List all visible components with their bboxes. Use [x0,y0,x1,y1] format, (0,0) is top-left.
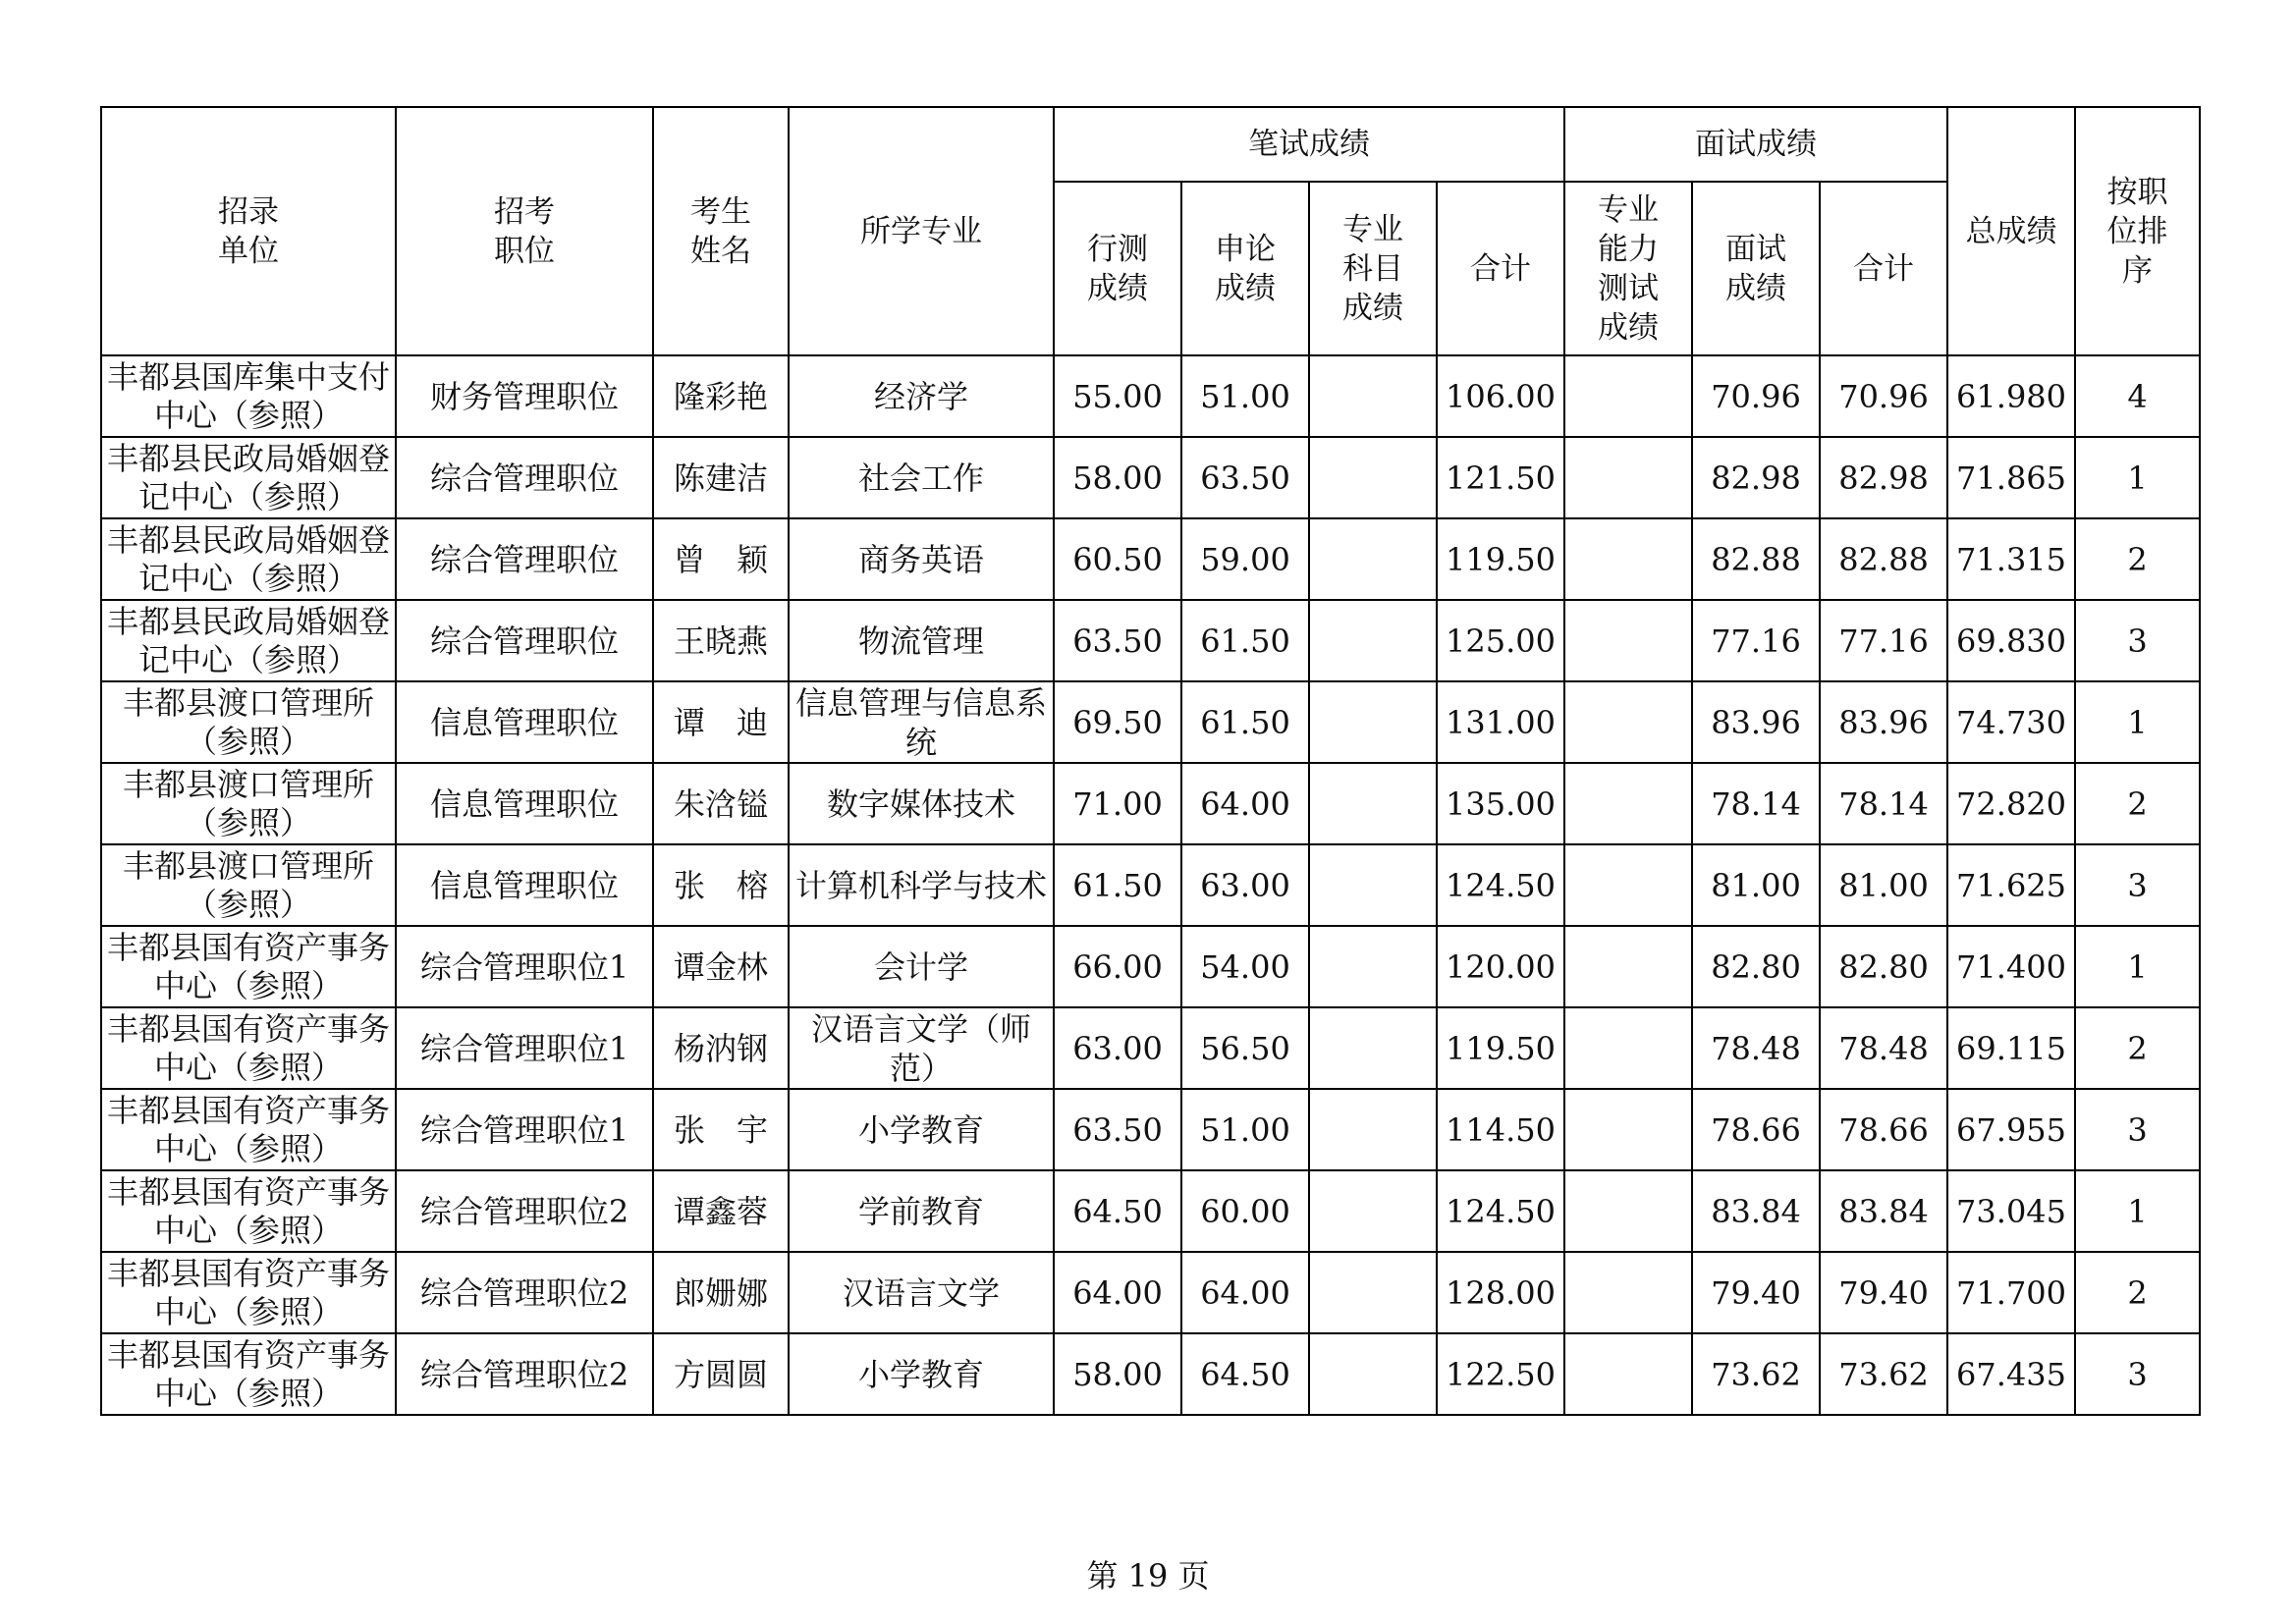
cell-rank: 3 [2075,844,2200,926]
cell-rank: 3 [2075,1089,2200,1170]
table-row [101,926,2200,1007]
cell-interview-total: 78.48 [1820,1007,1947,1089]
cell-major: 经济学 [789,355,1054,437]
cell-subject [1309,926,1437,1007]
cell-position: 信息管理职位 [396,844,653,926]
cell-xingce: 69.50 [1054,681,1181,763]
cell-total: 71.700 [1947,1252,2075,1333]
cell-name: 曾 颖 [653,518,789,600]
cell-unit: 丰都县民政局婚姻登记中心（参照） [101,518,396,600]
cell-xingce: 63.50 [1054,1089,1181,1170]
table-row [101,518,2200,600]
cell-rank: 2 [2075,1007,2200,1089]
cell-shenlun: 59.00 [1181,518,1309,600]
header-interview-group: 面试成绩 [1564,107,1947,182]
cell-major: 小学教育 [789,1089,1054,1170]
cell-rank: 1 [2075,437,2200,518]
cell-ability [1564,844,1692,926]
cell-major: 会计学 [789,926,1054,1007]
header-written-group: 笔试成绩 [1054,107,1564,182]
cell-ability [1564,600,1692,681]
cell-written-total: 131.00 [1437,681,1564,763]
header-ability: 专业 能力 测试 成绩 [1564,182,1692,355]
cell-subject [1309,355,1437,437]
cell-xingce: 64.50 [1054,1170,1181,1252]
cell-unit: 丰都县民政局婚姻登记中心（参照） [101,437,396,518]
cell-position: 综合管理职位2 [396,1333,653,1415]
table-row [101,1170,2200,1252]
cell-name: 王晓燕 [653,600,789,681]
cell-major: 汉语言文学 [789,1252,1054,1333]
cell-total: 71.400 [1947,926,2075,1007]
cell-name: 方圆圆 [653,1333,789,1415]
table-row [101,681,2200,763]
cell-unit: 丰都县渡口管理所（参照） [101,844,396,926]
header-major: 所学专业 [789,107,1054,355]
cell-major: 物流管理 [789,600,1054,681]
cell-unit: 丰都县民政局婚姻登记中心（参照） [101,600,396,681]
cell-written-total: 114.50 [1437,1089,1564,1170]
cell-major: 社会工作 [789,437,1054,518]
cell-rank: 2 [2075,763,2200,844]
cell-written-total: 119.50 [1437,518,1564,600]
cell-name: 谭鑫蓉 [653,1170,789,1252]
cell-xingce: 64.00 [1054,1252,1181,1333]
cell-written-total: 124.50 [1437,844,1564,926]
cell-interview-total: 70.96 [1820,355,1947,437]
cell-interview: 77.16 [1692,600,1820,681]
cell-interview: 83.84 [1692,1170,1820,1252]
table-row [101,1007,2200,1089]
cell-name: 陈建洁 [653,437,789,518]
cell-total: 67.435 [1947,1333,2075,1415]
table-row [101,1089,2200,1170]
cell-rank: 2 [2075,518,2200,600]
cell-position: 综合管理职位 [396,518,653,600]
cell-name: 隆彩艳 [653,355,789,437]
cell-shenlun: 63.50 [1181,437,1309,518]
cell-rank: 1 [2075,681,2200,763]
cell-name: 谭金林 [653,926,789,1007]
cell-shenlun: 64.00 [1181,1252,1309,1333]
cell-ability [1564,437,1692,518]
header-subject: 专业 科目 成绩 [1309,182,1437,355]
cell-xingce: 55.00 [1054,355,1181,437]
cell-ability [1564,681,1692,763]
cell-position: 综合管理职位2 [396,1252,653,1333]
header-name: 考生 姓名 [653,107,789,355]
cell-interview-total: 78.14 [1820,763,1947,844]
cell-major: 计算机科学与技术 [789,844,1054,926]
cell-ability [1564,1333,1692,1415]
table-row [101,600,2200,681]
cell-interview-total: 83.96 [1820,681,1947,763]
cell-rank: 3 [2075,1333,2200,1415]
cell-position: 综合管理职位2 [396,1170,653,1252]
cell-rank: 4 [2075,355,2200,437]
cell-written-total: 128.00 [1437,1252,1564,1333]
cell-ability [1564,926,1692,1007]
cell-total: 67.955 [1947,1089,2075,1170]
header-xingce: 行测 成绩 [1054,182,1181,355]
cell-position: 财务管理职位 [396,355,653,437]
cell-interview-total: 82.98 [1820,437,1947,518]
cell-interview-total: 83.84 [1820,1170,1947,1252]
header-interview-total: 合计 [1820,182,1947,355]
cell-shenlun: 54.00 [1181,926,1309,1007]
cell-major: 数字媒体技术 [789,763,1054,844]
cell-total: 71.315 [1947,518,2075,600]
cell-major: 小学教育 [789,1333,1054,1415]
cell-written-total: 135.00 [1437,763,1564,844]
cell-subject [1309,437,1437,518]
cell-ability [1564,763,1692,844]
header-interview: 面试 成绩 [1692,182,1820,355]
cell-major: 商务英语 [789,518,1054,600]
cell-xingce: 63.00 [1054,1007,1181,1089]
table-row [101,1333,2200,1415]
cell-interview: 82.98 [1692,437,1820,518]
cell-ability [1564,1252,1692,1333]
cell-xingce: 61.50 [1054,844,1181,926]
table-row [101,763,2200,844]
cell-xingce: 63.50 [1054,600,1181,681]
cell-total: 61.980 [1947,355,2075,437]
cell-rank: 1 [2075,926,2200,1007]
cell-total: 69.830 [1947,600,2075,681]
cell-shenlun: 56.50 [1181,1007,1309,1089]
cell-name: 杨汭钢 [653,1007,789,1089]
cell-xingce: 71.00 [1054,763,1181,844]
cell-written-total: 121.50 [1437,437,1564,518]
table-row [101,1252,2200,1333]
cell-total: 73.045 [1947,1170,2075,1252]
cell-subject [1309,1089,1437,1170]
cell-rank: 2 [2075,1252,2200,1333]
cell-interview-total: 82.88 [1820,518,1947,600]
cell-name: 郎姗娜 [653,1252,789,1333]
cell-interview-total: 82.80 [1820,926,1947,1007]
cell-total: 72.820 [1947,763,2075,844]
cell-subject [1309,1252,1437,1333]
cell-unit: 丰都县国有资产事务中心（参照） [101,1007,396,1089]
cell-interview: 81.00 [1692,844,1820,926]
header-total: 总成绩 [1947,107,2075,355]
cell-position: 综合管理职位 [396,600,653,681]
cell-subject [1309,518,1437,600]
cell-major: 信息管理与信息系统 [789,681,1054,763]
page-number: 第 19 页 [1086,1557,1210,1595]
cell-ability [1564,355,1692,437]
cell-position: 综合管理职位 [396,437,653,518]
cell-shenlun: 64.00 [1181,763,1309,844]
cell-unit: 丰都县国有资产事务中心（参照） [101,1333,396,1415]
cell-unit: 丰都县国有资产事务中心（参照） [101,1089,396,1170]
cell-unit: 丰都县国有资产事务中心（参照） [101,926,396,1007]
header-unit: 招录 单位 [101,107,396,355]
cell-subject [1309,844,1437,926]
cell-name: 谭 迪 [653,681,789,763]
cell-interview: 78.66 [1692,1089,1820,1170]
cell-subject [1309,1170,1437,1252]
cell-shenlun: 63.00 [1181,844,1309,926]
header-rank: 按职 位排 序 [2075,107,2200,355]
cell-xingce: 58.00 [1054,1333,1181,1415]
cell-subject [1309,600,1437,681]
cell-shenlun: 51.00 [1181,1089,1309,1170]
cell-total: 71.865 [1947,437,2075,518]
cell-name: 朱浛镒 [653,763,789,844]
cell-shenlun: 64.50 [1181,1333,1309,1415]
header-shenlun: 申论 成绩 [1181,182,1309,355]
cell-total: 74.730 [1947,681,2075,763]
cell-xingce: 60.50 [1054,518,1181,600]
table-row [101,844,2200,926]
cell-position: 综合管理职位1 [396,926,653,1007]
score-table [100,106,2201,1416]
cell-written-total: 119.50 [1437,1007,1564,1089]
cell-written-total: 122.50 [1437,1333,1564,1415]
cell-written-total: 125.00 [1437,600,1564,681]
cell-total: 71.625 [1947,844,2075,926]
cell-position: 信息管理职位 [396,681,653,763]
cell-position: 综合管理职位1 [396,1089,653,1170]
cell-ability [1564,1007,1692,1089]
cell-xingce: 66.00 [1054,926,1181,1007]
cell-name: 张 宇 [653,1089,789,1170]
cell-subject [1309,1007,1437,1089]
cell-shenlun: 60.00 [1181,1170,1309,1252]
cell-interview: 79.40 [1692,1252,1820,1333]
cell-interview: 78.48 [1692,1007,1820,1089]
cell-interview: 82.88 [1692,518,1820,600]
cell-unit: 丰都县渡口管理所（参照） [101,763,396,844]
cell-rank: 1 [2075,1170,2200,1252]
cell-interview: 78.14 [1692,763,1820,844]
cell-unit: 丰都县国有资产事务中心（参照） [101,1170,396,1252]
cell-ability [1564,518,1692,600]
header-position: 招考 职位 [396,107,653,355]
cell-xingce: 58.00 [1054,437,1181,518]
cell-interview: 82.80 [1692,926,1820,1007]
cell-written-total: 120.00 [1437,926,1564,1007]
cell-written-total: 106.00 [1437,355,1564,437]
cell-interview-total: 78.66 [1820,1089,1947,1170]
cell-unit: 丰都县渡口管理所（参照） [101,681,396,763]
cell-unit: 丰都县国有资产事务中心（参照） [101,1252,396,1333]
cell-position: 信息管理职位 [396,763,653,844]
cell-shenlun: 61.50 [1181,681,1309,763]
cell-name: 张 榕 [653,844,789,926]
cell-ability [1564,1089,1692,1170]
cell-total: 69.115 [1947,1007,2075,1089]
cell-interview-total: 73.62 [1820,1333,1947,1415]
cell-interview-total: 77.16 [1820,600,1947,681]
cell-position: 综合管理职位1 [396,1007,653,1089]
cell-interview: 70.96 [1692,355,1820,437]
cell-rank: 3 [2075,600,2200,681]
table-row [101,355,2200,437]
cell-written-total: 124.50 [1437,1170,1564,1252]
cell-subject [1309,1333,1437,1415]
cell-subject [1309,681,1437,763]
cell-interview-total: 81.00 [1820,844,1947,926]
cell-interview-total: 79.40 [1820,1252,1947,1333]
cell-ability [1564,1170,1692,1252]
cell-major: 学前教育 [789,1170,1054,1252]
header-written-total: 合计 [1437,182,1564,355]
table-row [101,437,2200,518]
cell-interview: 83.96 [1692,681,1820,763]
cell-interview: 73.62 [1692,1333,1820,1415]
cell-shenlun: 61.50 [1181,600,1309,681]
cell-unit: 丰都县国库集中支付中心（参照） [101,355,396,437]
cell-major: 汉语言文学（师范） [789,1007,1054,1089]
cell-subject [1309,763,1437,844]
cell-shenlun: 51.00 [1181,355,1309,437]
